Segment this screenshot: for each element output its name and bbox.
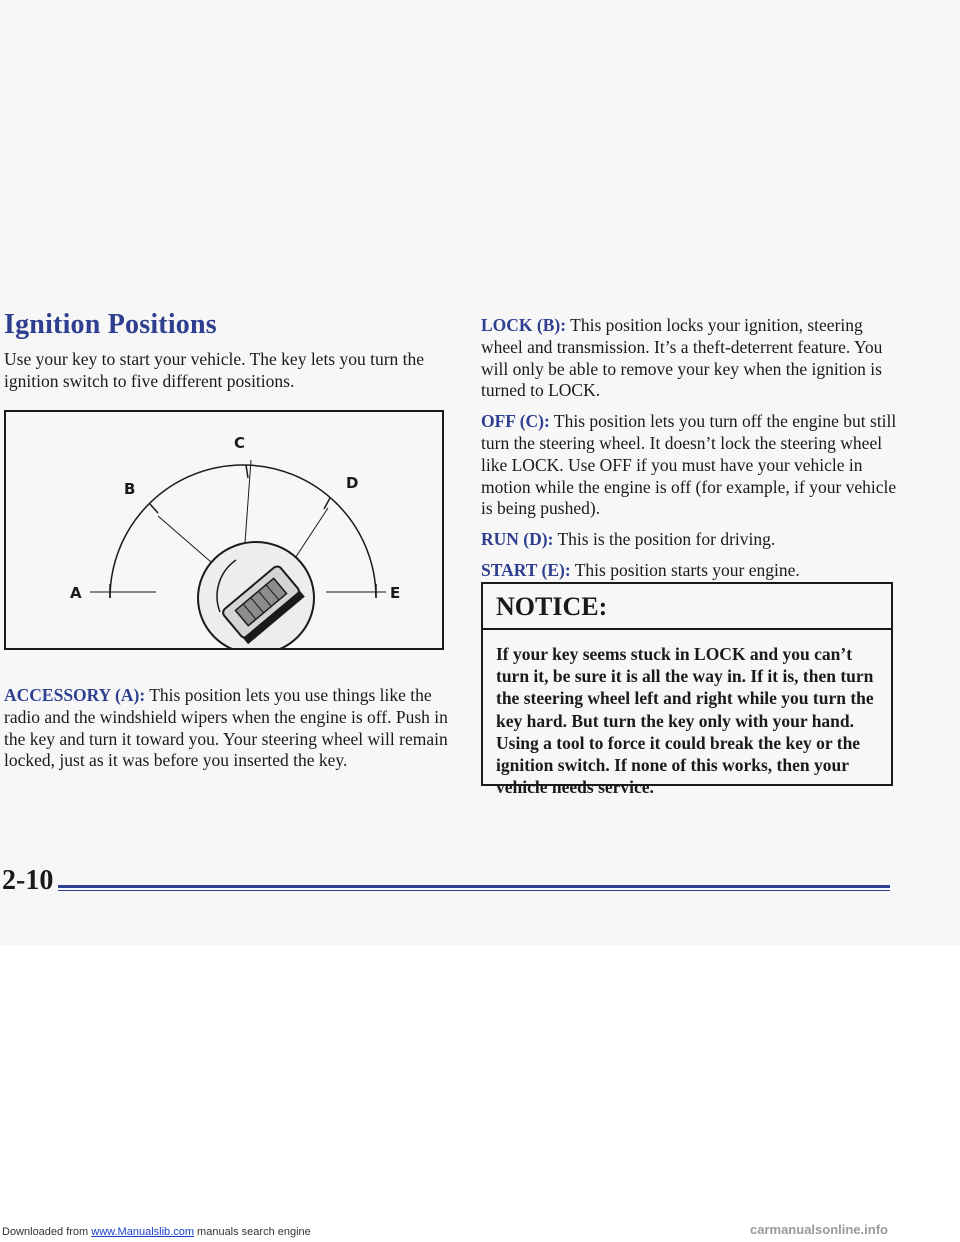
lock-description	[481, 315, 901, 402]
footer-suffix: manuals search engine	[197, 1226, 311, 1238]
notice-text: If your key seems stuck in LOCK and you can’t turn it, be sure it is all the way in. If it is, then turn the steering wheel left and right while you turn the key hard. But turn the key only with your hand. Using a tool to force it could break the key or the ignition switch. If none of this works, then your vehicle needs service.	[496, 644, 874, 798]
label-a: A	[70, 584, 82, 602]
lock-text: This position locks your ignition, steering wheel and transmission. It’s a theft-deterrent feature. You will only be able to remove your key when the ignition is turned to LOCK.	[481, 315, 883, 401]
accessory-text: This position lets you use things like the radio and the windshield wipers when the engine is off. Push in the key and turn it toward you. Your steering wheel will remain locked, just as it was before you inserted the key.	[4, 685, 448, 771]
lock-term: LOCK (B):	[481, 315, 567, 335]
page-number: 2-10	[2, 865, 54, 896]
intro-paragraph: Use your key to start your vehicle. The key lets you turn the ignition switch to five different positions.	[4, 349, 425, 391]
footer-prefix: Downloaded from	[2, 1226, 89, 1238]
off-term: OFF (C):	[481, 411, 550, 432]
page-title: Ignition Positions	[4, 309, 217, 340]
tick-b	[150, 504, 158, 513]
start-term: START (E):	[481, 559, 571, 580]
download-footer	[2, 1226, 311, 1238]
footer-rule	[58, 885, 890, 888]
site-watermark: carmanualsonline.info	[750, 1222, 888, 1237]
off-description	[481, 411, 901, 520]
tick-c	[246, 465, 248, 478]
page-bottom-margin	[0, 945, 960, 1242]
label-c: C	[234, 434, 246, 452]
run-text: This is the position for driving.	[557, 529, 776, 550]
positions-column	[481, 315, 901, 591]
run-description	[481, 529, 901, 551]
label-b: B	[124, 480, 136, 498]
ignition-diagram	[4, 410, 444, 650]
footer-rule-thin	[58, 890, 890, 891]
start-description	[481, 560, 901, 582]
ignition-diagram-drawing	[6, 412, 442, 648]
run-term: RUN (D):	[481, 529, 554, 550]
off-text: This position lets you turn off the engine but still turn the steering wheel. It doesn’t lock the steering wheel like LOCK. Use OFF if you must have your vehicle in motion while the engine is off (for example, if your vehicle is being pushed).	[481, 411, 897, 519]
start-text: This position starts your engine.	[574, 559, 800, 580]
leader-b	[158, 516, 211, 562]
tick-d	[324, 498, 330, 509]
notice-box	[481, 582, 893, 798]
label-d: D	[346, 474, 359, 492]
label-e: E	[390, 584, 401, 602]
notice-heading: NOTICE:	[483, 584, 891, 630]
accessory-description	[4, 685, 454, 772]
manualslib-link[interactable]: www.Manualslib.com	[91, 1226, 194, 1238]
accessory-term: ACCESSORY (A):	[4, 685, 146, 705]
